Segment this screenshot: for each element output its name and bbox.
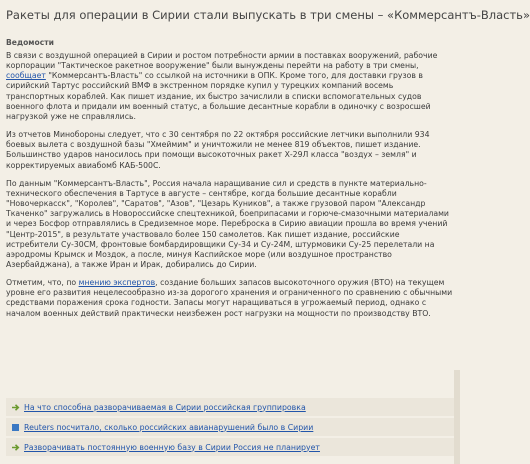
related-item[interactable]	[6, 398, 456, 416]
paragraph-2: Из отчетов Минобороны следует, что с 30 сентября по 22 октября российские летчики выполнили 934 боевых вылета с воздушной базы "Хмеймим" и уничтожили не менее 819 объектов, пишет издание. Большинство ударов наносилось при помощи высокоточных ракет Х-29Л класса "воздух – земля" и корректируемых авиабомб КАБ-500С.	[6, 130, 430, 170]
related-link-label[interactable]: Reuters посчитало, сколько российских авианарушений было в Сирии	[24, 422, 314, 432]
experts-link[interactable]: мнению экспертов	[78, 278, 156, 288]
source-category: Ведомости	[6, 38, 54, 47]
article-title: Ракеты для операции в Сирии стали выпускать в три смены – «Коммерсантъ-Власть»	[6, 8, 530, 22]
related-item[interactable]	[6, 438, 456, 456]
square-bullet-icon	[10, 422, 20, 432]
arrow-right-icon	[10, 402, 20, 412]
arrow-right-icon	[10, 442, 20, 452]
source-link[interactable]: сообщает	[6, 71, 46, 81]
related-link-label[interactable]: На что способна разворачиваемая в Сирии российская группировка	[24, 402, 306, 412]
related-links	[6, 398, 456, 458]
scrollbar[interactable]	[454, 370, 460, 464]
paragraph-4-before: Отметим, что, по	[6, 278, 79, 288]
paragraph-3: По данным "Коммерсантъ-Власть", Россия начала наращивание сил и средств в пункте материально-технического обеспечения в Тартусе в августе – сентябре, когда большие десантные корабли "Новочеркасск", "Королев", "Саратов", "Азов", "Цезарь Куников", а также грузовой паром "Александр Ткаченко" загружались в Новороссийске спецтехникой, боеприпасами и горюче-смазочными материалами и через Босфор отправлялись в Средиземное море. Переброска в Сирию авиации прошла во время учений "Центр-2015", в результате участвовало более 150 самолетов. Как пишет издание, российские истребители Су-30СМ, фронтовые бомбардировщики Су-34 и Су-24М, штурмовики Су-25 перелетали на аэродромы Крымск и Моздок, а после, минуя Каспийское море (или воздушное пространство Азербайджана), а также Иран и Ирак, добирались до Сирии.	[6, 178, 449, 269]
paragraph-4-after: , создание больших запасов высокоточного оружия (ВТО) на текущем уровне его развития нецелесообразно из-за дорогого хранения и ограниченного по сравнению с обычными средствами поражения срока годности. Запасы могут наращиваться в угрожаемый период, однако с началом военных действий практически неизбежен рост нагрузки на мощности по производству ВТО.	[6, 278, 453, 318]
article-body	[6, 51, 454, 327]
paragraph-1-after: "Коммерсантъ-Власть" со ссылкой на источники в ОПК. Кроме того, для доставки грузов в сирийский Тартус российский ВМФ в экстренном порядке купил у турецких компаний восемь транспортных кораблей. Как пишет издание, их быстро зачислили в списки вспомогательных судов военного флота и придали им военный статус, а большие десантные корабли в одиночку с возросшей нагрузкой уже не справлялись.	[6, 71, 431, 121]
paragraph-1	[6, 51, 454, 122]
paragraph-4	[6, 278, 454, 319]
related-item[interactable]	[6, 418, 456, 436]
related-link-label[interactable]: Разворачивать постоянную военную базу в Сирии Россия не планирует	[24, 442, 320, 452]
paragraph-1-before: В связи с воздушной операцией в Сирии и ростом потребности армии в поставках вооружений, рабочие корпорации "Тактическое ракетное вооружение" были вынуждены перейти на работу в три смены,	[6, 51, 438, 71]
